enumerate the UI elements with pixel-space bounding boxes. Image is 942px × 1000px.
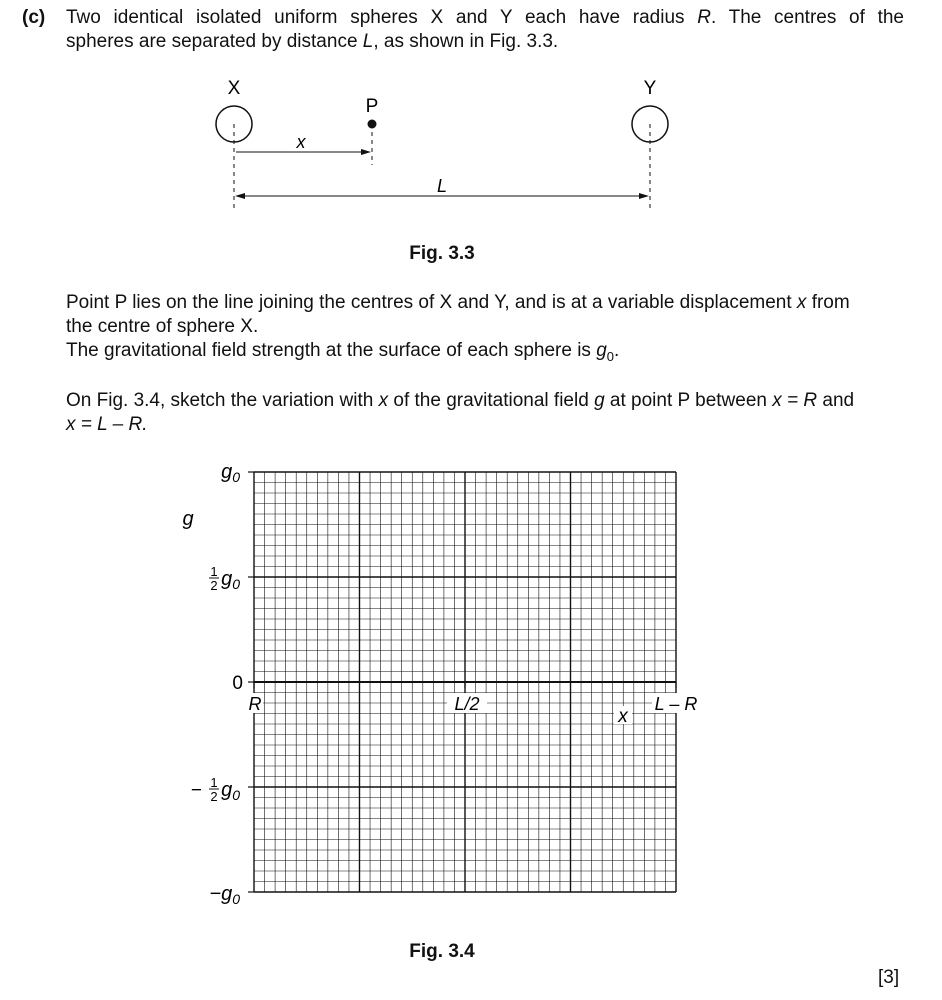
tick-half-den: 2	[210, 578, 218, 593]
sphere-y-label: Y	[643, 78, 657, 99]
task-text: of the gravitational field	[388, 390, 595, 411]
tick-neg-half-g: g	[221, 779, 233, 801]
tick-zero-label: 0	[232, 673, 243, 694]
L-arrowhead-left	[235, 193, 245, 199]
point-p	[368, 120, 377, 129]
radius-symbol: R	[697, 7, 711, 28]
y-axis-label: g	[182, 508, 194, 530]
tick-bottom-g: −g	[209, 883, 233, 905]
tick-half-g: g	[221, 568, 233, 590]
fig-3-3-diagram	[0, 70, 942, 270]
intro-text: spheres are separated by distance	[66, 31, 363, 52]
task-line-2: x = L – R.	[66, 414, 148, 435]
tick-half-sub: 0	[232, 576, 240, 592]
L-label: L	[436, 176, 448, 196]
p-line-2: the centre of sphere X.	[66, 316, 259, 337]
task-text: On Fig. 3.4, sketch the variation with	[66, 390, 379, 411]
L-arrowhead-right	[639, 193, 649, 199]
tick-bottom-label	[209, 883, 240, 907]
p-line-1	[66, 291, 926, 315]
fig-3-3-caption: Fig. 3.3	[409, 243, 475, 264]
intro-line-2	[66, 30, 904, 54]
p-text: from	[806, 292, 850, 313]
tick-neg-half-g-label	[221, 779, 240, 803]
tick-neg-half-num: 1	[210, 775, 218, 790]
part-label: (c)	[22, 7, 46, 28]
sphere-x-label: X	[227, 78, 241, 99]
intro-text: Two identical isolated uniform spheres X and Y each have radius	[66, 7, 698, 28]
x-displacement-label: x	[296, 132, 306, 152]
tick-neg-half-sub: 0	[232, 787, 240, 803]
x-axis-label: x	[618, 706, 628, 727]
tick-top-sub: 0	[232, 469, 240, 485]
x-tick-end: L – R	[654, 694, 698, 714]
task-text: and	[817, 390, 855, 411]
x-symbol: x	[796, 292, 807, 313]
intro-text: , as shown in Fig. 3.3.	[373, 31, 559, 52]
p-line-3	[66, 339, 619, 369]
g-symbol: g	[596, 340, 607, 361]
tick-top-label	[221, 461, 240, 485]
task-text: at point P between	[604, 390, 773, 411]
tick-half-g-label	[221, 568, 240, 592]
intro-text: . The centres of the	[710, 7, 904, 28]
distance-symbol: L	[362, 31, 374, 52]
marks: [3]	[878, 967, 900, 988]
answer-grid[interactable]	[248, 472, 676, 892]
x-tick-R: R	[248, 694, 262, 714]
fig-3-4-caption: Fig. 3.4	[409, 941, 475, 962]
fig-3-4-graph	[0, 440, 942, 940]
p-text: Point P lies on the line joining the centres of X and Y, and is at a variable displacement	[66, 292, 797, 313]
tick-neg-half-sign: −	[190, 780, 202, 801]
tick-bottom-sub: 0	[232, 891, 240, 907]
x-arrowhead	[361, 149, 371, 155]
task-line-1	[66, 389, 926, 413]
point-p-label: P	[365, 96, 379, 117]
tick-top-g: g	[221, 461, 233, 483]
p-text: The gravitational field strength at the surface of each sphere is	[66, 340, 597, 361]
g-symbol: g	[594, 390, 605, 411]
tick-neg-half-den: 2	[210, 789, 218, 804]
task-eq: x = R	[772, 390, 818, 411]
x-tick-half: L/2	[454, 694, 480, 714]
intro-line-1	[66, 6, 904, 30]
g-subscript: 0	[606, 348, 615, 364]
x-symbol: x	[378, 390, 389, 411]
tick-half-num: 1	[210, 564, 218, 579]
p-text: .	[614, 340, 620, 361]
